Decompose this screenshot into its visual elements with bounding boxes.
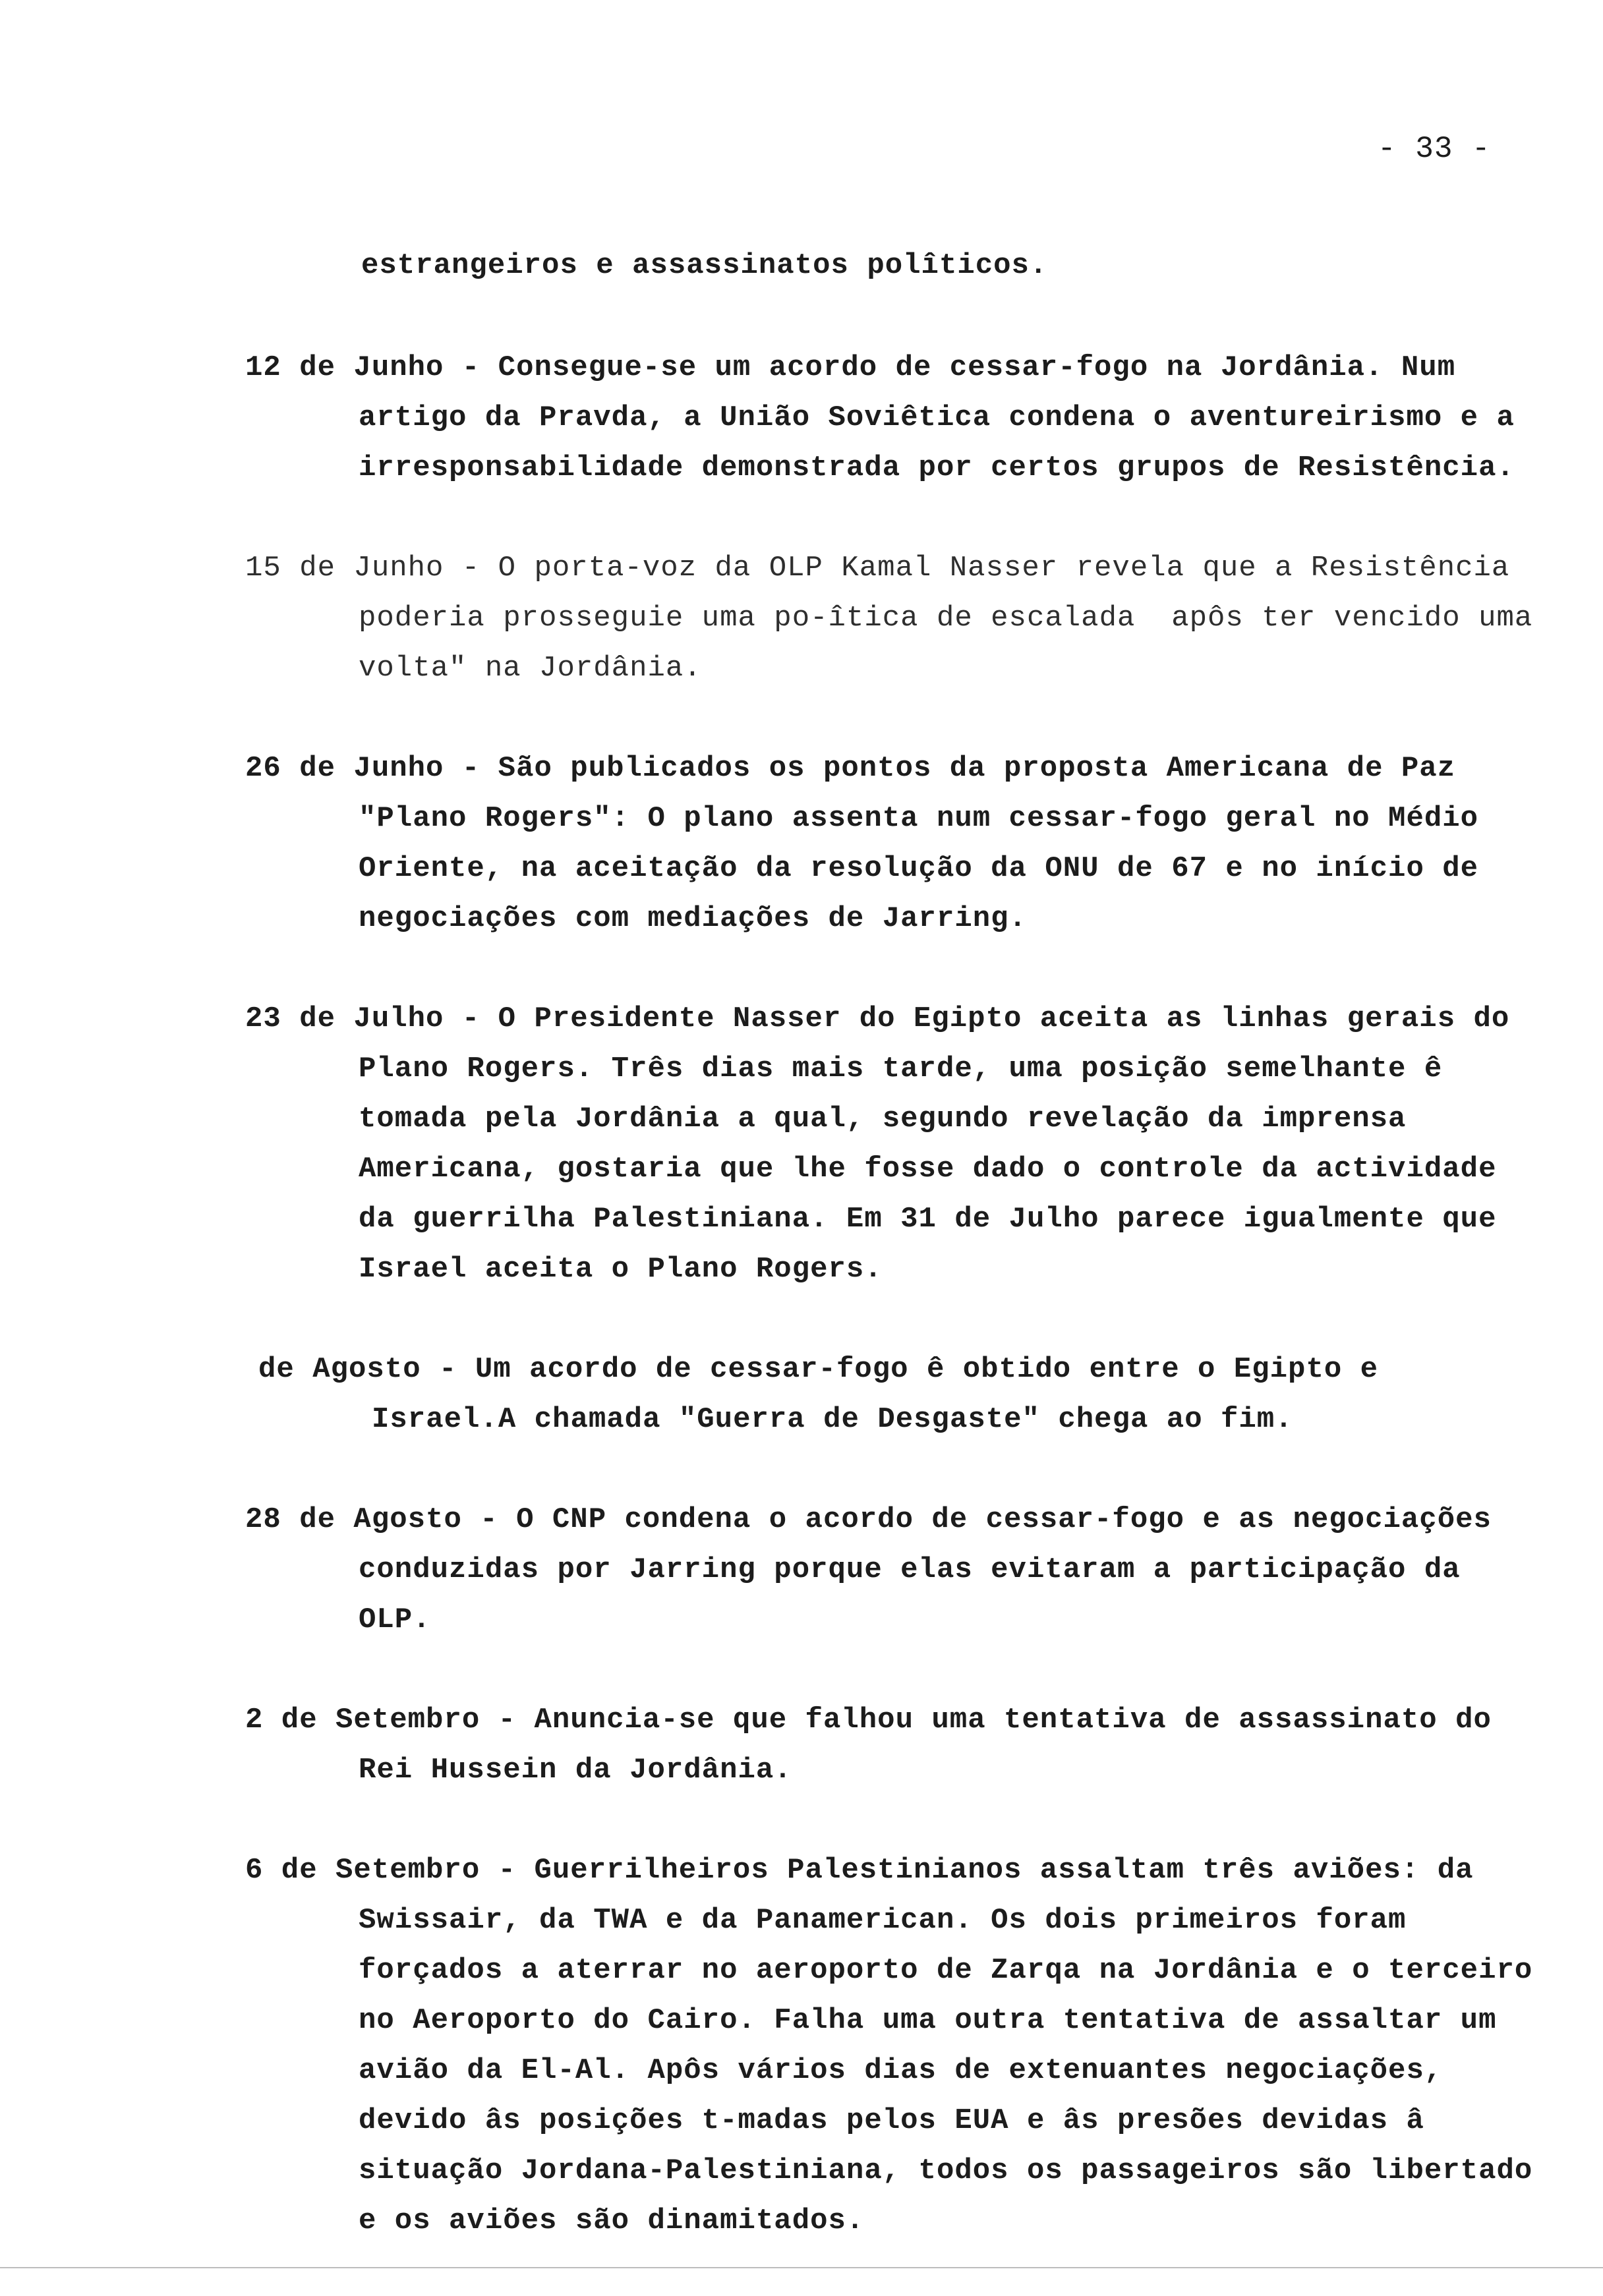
entry-date: 12 de Junho — [245, 351, 444, 384]
entry-text: Um acordo de cessar-fogo ê obtido entre o Egipto e Israel.A chamada "Guerra de Desgaste" chega ao fim. — [372, 1353, 1397, 1436]
entry-separator: - — [480, 1854, 535, 1887]
entry-separator: - — [461, 1503, 517, 1536]
entry-date: de Agosto — [258, 1353, 421, 1386]
entry-text: Guerrilheiros Palestinianos assaltam três aviões: da Swissair, da TWA e da Panamerican. Os dois primeiros foram forçados a aterrar no aeroporto de Zarqa na Jordânia e o terceiro no Aeroporto do Cairo. Falha uma outra tentativa de assaltar um avião da El-Al. Apôs vários dias de extenuantes negociações, devido âs posições t-madas pelos EUA e âs presões devidas â situação Jordana-Palestiniana, todos os passageiros são libertado e os aviões são dinamitados. — [359, 1854, 1551, 2237]
entry-text: O CNP condena o acordo de cessar-fogo e as negociações conduzidas por Jarring porque elas evitaram a participação da OLP. — [359, 1503, 1510, 1636]
entry-text: Anuncia-se que falhou uma tentativa de assassinato do Rei Hussein da Jordânia. — [359, 1704, 1510, 1787]
chronology-entry — [245, 1845, 1551, 2246]
entry-separator: - — [444, 552, 498, 585]
entry-separator: - — [444, 1002, 498, 1035]
entry-separator: - — [444, 752, 498, 785]
entry-text: O Presidente Nasser do Egipto aceita as linhas gerais do Plano Rogers. Três dias mais tarde, uma posição semelhante ê tomada pela Jordânia a qual, segundo revelação da imprensa Americana, gostaria que lhe fosse dado o controle da actividade da guerrilha Palestiniana. Em 31 de Julho parece igualmente que Israel aceita o Plano Rogers. — [359, 1002, 1528, 1286]
page-number: - 33 - — [1378, 132, 1491, 166]
entry-date: 15 de Junho — [245, 552, 444, 585]
entry-text: Consegue-se um acordo de cessar-fogo na Jordânia. Num artigo da Pravda, a União Soviêtica condena o aventureirismo e a irresponsabilidade demonstrada por certos grupos de Resistência. — [359, 351, 1533, 484]
chronology-entry — [245, 994, 1537, 1294]
entry-date: 6 de Setembro — [245, 1854, 481, 1887]
chronology-entry — [245, 1695, 1537, 1795]
entry-text: São publicados os pontos da proposta Americana de Paz "Plano Rogers": O plano assenta num cessar-fogo geral no Médio Oriente, na aceitação da resolução da ONU de 67 e no início de negociações com mediações de Jarring. — [359, 752, 1497, 935]
entry-date: 2 de Setembro — [245, 1704, 481, 1736]
chronology-entry — [245, 543, 1551, 693]
entry-date: 28 de Agosto — [245, 1503, 462, 1536]
entry-separator: - — [444, 351, 498, 384]
chronology-list — [245, 343, 1551, 2296]
entry-separator: - — [421, 1353, 475, 1386]
entry-separator: - — [480, 1704, 535, 1736]
scan-edge-rule — [0, 2267, 1603, 2268]
chronology-entry — [245, 1495, 1537, 1645]
entry-date: 26 de Junho — [245, 752, 444, 785]
chronology-entry — [245, 743, 1537, 944]
continued-text-line: estrangeiros e assassinatos polîticos. — [361, 249, 1048, 282]
entry-date: 23 de Julho — [245, 1002, 444, 1035]
entry-text: O porta-voz da OLP Kamal Nasser revela que a Resistência poderia prosseguie uma po-îtica de escalada apôs ter vencido uma volta" na Jordânia. — [359, 552, 1551, 685]
chronology-entry — [245, 343, 1537, 493]
chronology-entry — [258, 1344, 1537, 1445]
